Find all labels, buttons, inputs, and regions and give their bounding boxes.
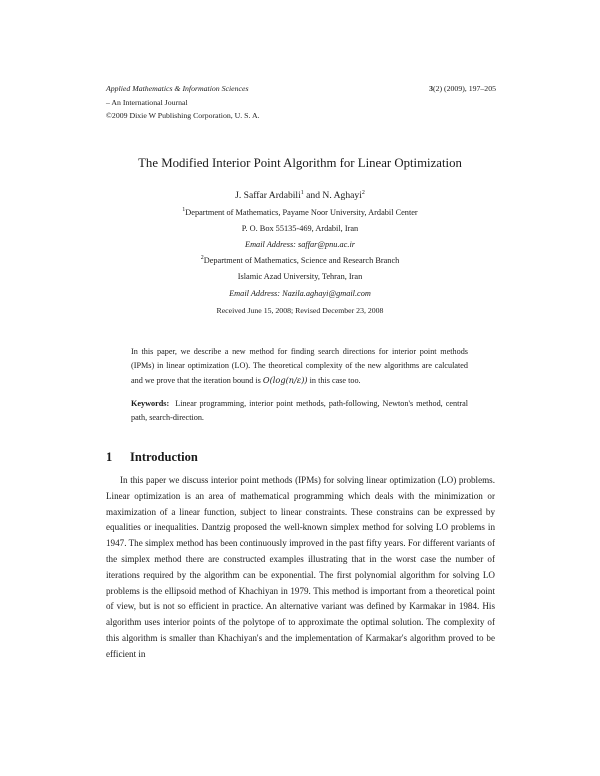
- keywords-text: Linear programming, interior point methods, path-following, Newton's method, central path, search-direction.: [131, 399, 471, 423]
- copyright-line: ©2009 Dixie W Publishing Corporation, U. S. A.: [106, 111, 260, 120]
- author-2: N. Aghayi: [322, 190, 362, 201]
- abstract-text-end: in this case too.: [307, 376, 361, 386]
- affiliation-1-email: [0, 240, 600, 249]
- affiliation-1-line-1: [0, 208, 600, 217]
- keywords-label: Keywords:: [131, 399, 170, 408]
- author-1-sup: 1: [300, 189, 304, 196]
- section-number: 1: [106, 450, 113, 464]
- abstract-text: In this paper, we describe a new method for finding search directions for interior point methods (IPMs) in linear optimization (LO). The theoretical complexity of the new algorithms are calculated and we prove that the iteration bound is: [131, 347, 468, 386]
- section-heading: [106, 450, 198, 465]
- abstract: [131, 345, 468, 389]
- journal-subtitle: – An International Journal: [106, 97, 188, 107]
- email-address-1[interactable]: saffar@pnu.ac.ir: [298, 240, 355, 249]
- email-label-2: Email Address:: [229, 289, 281, 298]
- affiliation-2-line-1: [0, 256, 600, 265]
- keywords: [131, 397, 471, 425]
- volume-info: [429, 82, 496, 96]
- affiliation-2-dept: Department of Mathematics, Science and Research Branch: [203, 256, 400, 265]
- affiliation-1-line-2: P. O. Box 55135-469, Ardabil, Iran: [241, 224, 359, 233]
- author-2-sup: 2: [361, 189, 365, 196]
- affiliation-2-sup: 2: [200, 255, 204, 262]
- email-label-1: Email Address:: [245, 240, 296, 249]
- running-header: [106, 82, 496, 123]
- volume-pages: (2) (2009), 197–205: [432, 84, 496, 93]
- section-title: Introduction: [130, 450, 198, 464]
- affiliation-1-sup: 1: [182, 207, 186, 214]
- introduction-text: In this paper we discuss interior point methods (IPMs) for solving linear optimization (LO) problems. Linear optimization is an area of mathematical programming which deals with the minimization or maximization of a linear function, subject to linear constraints. These constrains can be expressed by equalities or inequalities. Dantzig proposed the well-known simplex method for solving LO problems in 1947. The simplex method has been continuously improved in the past fifty years. For different variants of the simplex method there are constructed examples illustrating that in the worst case the number of iterations required by the algorithm can be exponential. The first polynomial algorithm for solving LO problems is the ellipsoid method of Khachiyan in 1979. This method is important from a theoretical point of view, but is not so efficient in practice. An alternative variant was defined by Karmakar in 1984. His algorithm uses interior points of the polytope of to approximate the optimal solution. The complexity of this algorithm is smaller than Khachiyan's and the implementation of Karmakar's algorithm proved to be efficient in: [106, 475, 495, 659]
- journal-name: Applied Mathematics & Information Sciences: [106, 84, 249, 93]
- complexity-formula: O(log(n/ε)): [262, 375, 308, 386]
- email-address-2[interactable]: Nazila.aghayi@gmail.com: [282, 289, 371, 298]
- affiliation-2-line-2: Islamic Azad University, Tehran, Iran: [237, 272, 363, 281]
- paper-title: The Modified Interior Point Algorithm for Linear Optimization: [138, 156, 462, 170]
- author-line: [0, 190, 600, 201]
- author-and: and: [303, 190, 323, 201]
- introduction-body: [106, 473, 495, 663]
- received-dates: Received June 15, 2008; Revised December 23, 2008: [216, 306, 384, 315]
- affiliation-2-email: [0, 289, 600, 298]
- affiliation-1-dept: Department of Mathematics, Payame Noor University, Ardabil Center: [185, 208, 418, 217]
- volume-number: 3: [429, 84, 433, 93]
- author-1: J. Saffar Ardabili: [235, 190, 301, 201]
